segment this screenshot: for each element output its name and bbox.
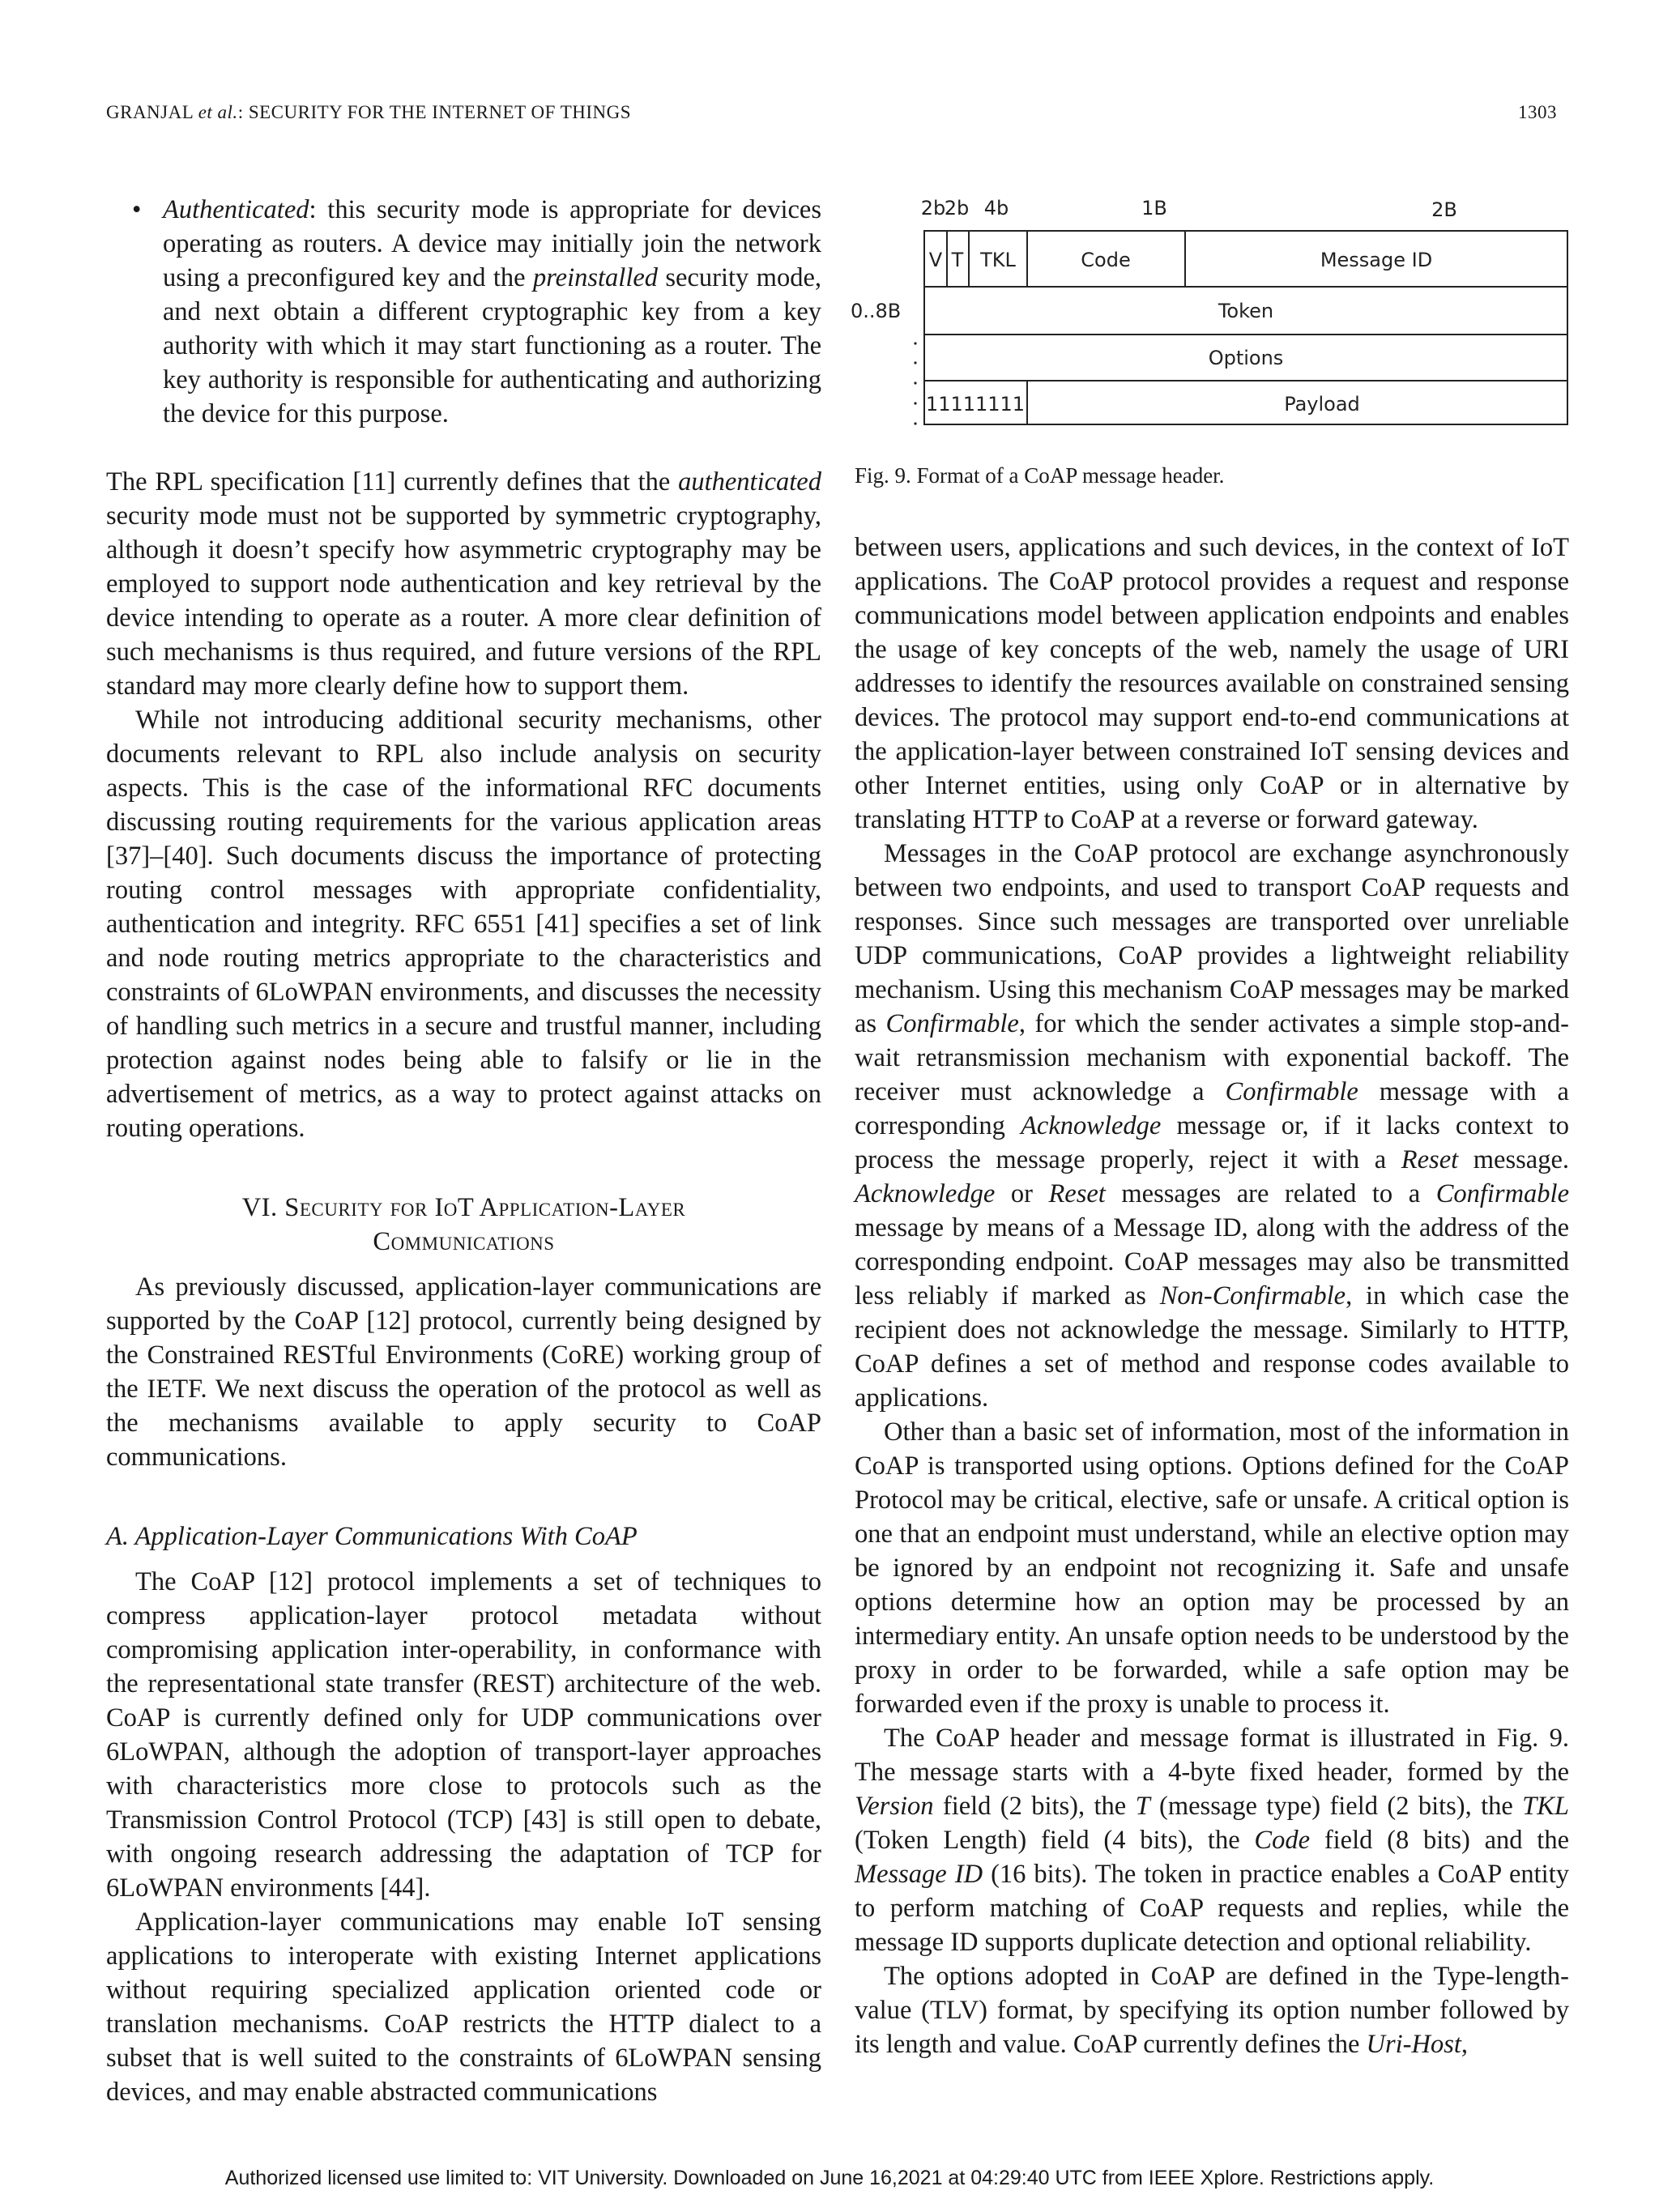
bullet-authenticated: • Authenticated: this security mode is appropriate for devices operating as routers. A device may initially join the network using a preconfigured key and the preinstalled security mode, and next obtain a different cryptographic key from a key authority with which it may start functioning as a router. The key authority is responsible for authenticating and authorizing the device for this purpose. [132, 195, 821, 428]
paragraph: The RPL specification [11] currently defines that the authenticated security mode must not be supported by symmetric cryptography, although it doesn’t specify how asymmetric cryptography may be employed to support node authentication and key retrieval by the device intending to operate as a router. A more clear definition of such mechanisms is thus required, and future versions of the RPL standard may more clearly define how to support them. [106, 467, 821, 701]
bit-label: 2B [1431, 198, 1457, 221]
left-column [106, 193, 821, 2109]
field-code: Code [1081, 249, 1131, 271]
paragraph: While not introducing additional security mechanisms, other documents relevant to RPL also include analysis on security aspects. This is the case of the informational RFC documents discussing routing requirements for the various application areas [37]–[40]. Such documents discuss the importance of protecting routing control messages with appropriate confidentiality, authentication and integrity. RFC 6551 [41] specifies a set of link and node routing metrics appropriate to the characteristics and constraints of 6LoWPAN environments, and discusses the necessity of handling such metrics in a secure and trustful manner, including protection against nodes being able to falsify or lie in the advertisement of metrics, as a way to protect against attacks on routing operations. [106, 705, 821, 1143]
token-size-label: 0..8B [851, 300, 902, 322]
paragraph: Application-layer communications may enable IoT sensing applications to interoperate with existing Internet applications without requiring specialized application oriented code or translation mechanisms. CoAP restricts the HTTP dialect to a subset that is well suited to the constraints of 6LoWPAN sensing devices, and may enable abstracted communications [106, 1907, 821, 2107]
section-heading: VI. Security for IoT Application-Layer Communications [241, 1193, 686, 1256]
options-row: Options [1208, 347, 1284, 369]
bit-label: 1B [1141, 197, 1167, 219]
token-row: Token [1218, 300, 1274, 322]
subsection-heading: A. Application-Layer Communications With CoAP [106, 1522, 638, 1551]
license-footer: Authorized licensed use limited to: VIT University. Downloaded on June 16,2021 at 04:29:40 UTC from IEEE Xplore. Restrictions apply. [224, 2167, 1435, 2189]
payload-row: Payload [1284, 393, 1360, 416]
page-number: 1303 [1518, 102, 1557, 122]
payload-marker: 11111111 [925, 393, 1026, 416]
field-type: T [951, 249, 964, 271]
paragraph: Messages in the CoAP protocol are exchange asynchronously between two endpoints, and used to transport CoAP requests and responses. Since such messages are transported over unreliable UDP communications, CoAP provides a lightweight reliability mechanism. Using this mechanism CoAP messages may be marked as Confirmable, for which the sender activates a simple stop-and-wait retransmission mechanism with exponential backoff. The receiver must acknowledge a Confirmable message with a corresponding Acknowledge message or, if it lacks context to process the message properly, reject it with a Reset message. Acknowledge or Reset messages are related to a Confirmable message by means of a Message ID, along with the address of the corresponding endpoint. CoAP messages may also be transmitted less reliably if marked as Non-Confirmable, in which case the recipient does not acknowledge the message. Similarly to HTTP, CoAP defines a set of method and response codes available to applications. [855, 839, 1569, 1413]
right-column [855, 531, 1569, 2061]
bit-label: 2b [920, 197, 946, 219]
paragraph: between users, applications and such devices, in the context of IoT applications. The CoAP protocol provides a request and response communications model between application endpoints and enables the usage of key concepts of the web, namely the usage of URI addresses to identify the resources available on constrained sensing devices. The protocol may support end-to-end communications at the application-layer between constrained IoT sensing devices and other Internet entities, using only CoAP or in alternative by translating HTTP to CoAP at a reverse or forward gateway. [855, 533, 1569, 834]
paragraph: The CoAP header and message format is illustrated in Fig. 9. The message starts with a 4-byte fixed header, formed by the Version field (2 bits), the T (message type) field (2 bits), the TKL (Token Length) field (4 bits), the Code field (8 bits) and the Message ID (16 bits). The token in practice enables a CoAP entity to perform matching of CoAP requests and replies, while the message ID supports duplicate detection and optional reliability. [855, 1724, 1569, 1957]
continuation-dots [914, 342, 916, 424]
paragraph: The options adopted in CoAP are defined in the Type-length-value (TLV) format, by specifying its option number followed by its length and value. CoAP currently defines the Uri-Host, [855, 1962, 1569, 2059]
running-header: GRANJAL et al.: SECURITY FOR THE INTERNET OF THINGS [106, 102, 632, 122]
bit-label: 2b [944, 197, 970, 219]
figure-caption: Fig. 9. Format of a CoAP message header. [855, 463, 1225, 488]
field-tkl: TKL [980, 249, 1016, 271]
field-version: V [928, 249, 943, 271]
bit-label: 4b [983, 197, 1009, 219]
paragraph: As previously discussed, application-layer communications are supported by the CoAP [12] protocol, currently being designed by the Constrained RESTful Environments (CoRE) working group of the IETF. We next discuss the operation of the protocol as well as the mechanisms available to apply security to CoAP communications. [106, 1272, 821, 1472]
paragraph: The CoAP [12] protocol implements a set of techniques to compress application-layer protocol metadata without compromising application inter-operability, in conformance with the representational state transfer (REST) architecture of the web. CoAP is currently defined only for UDP communications over 6LoWPAN, although the adoption of transport-layer approaches with characteristics more close to protocols such as the Transmission Control Protocol (TCP) [43] is still open to debate, with ongoing research addressing the adaptation of TCP for 6LoWPAN environments [44]. [106, 1567, 821, 1903]
header-fields [929, 249, 1432, 271]
field-message-id: Message ID [1320, 249, 1433, 271]
bit-size-labels [921, 197, 1457, 221]
coap-header-figure [851, 186, 1580, 437]
paragraph: Other than a basic set of information, most of the information in CoAP is transported using options. Options defined for the CoAP Protocol may be critical, elective, safe or unsafe. A critical option is one that an endpoint must understand, while an elective option may be ignored by an endpoint not recognizing it. Safe and unsafe options determine how an option may be processed by an intermediary entity. An unsafe option needs to be understood by the proxy in order to be forwarded, while a safe option may be forwarded even if the proxy is unable to process it. [855, 1417, 1569, 1719]
